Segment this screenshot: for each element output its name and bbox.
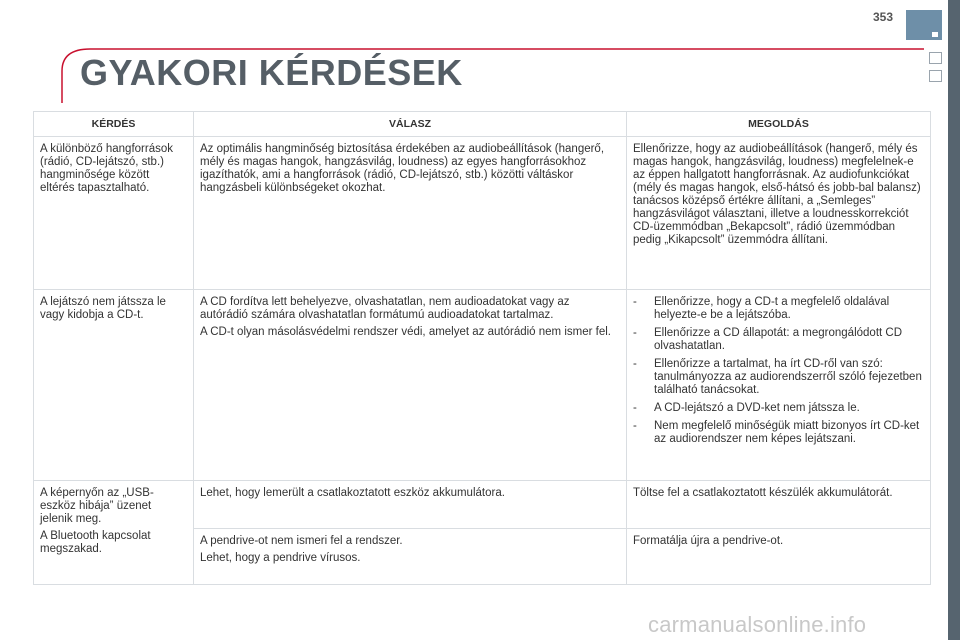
page-title: GYAKORI KÉRDÉSEK xyxy=(80,52,463,93)
list-item-text: Ellenőrizze a CD állapotát: a megrongálódott CD olvashatatlan. xyxy=(654,327,903,352)
solution-text: Ellenőrizze, hogy az audiobeállítások (hangerő, mély és magas hangok, hangzásvilág, loudness) megfelelnek-e az éppen hallgatott hangforrásnak. Az audiofunkciókat (mély és magas hangok, első-hátsó és jobb-bal balansz) tanácsos középső értékre állítani, a „Semleges” hangzásvilágot választani, illetve a loudnesskorrekciót CD-üzemmódban „Bekapcsolt”, rádió üzemmódban pedig „Kikapcsolt” üzemmódra állítani. xyxy=(633,143,921,246)
table-row xyxy=(34,137,931,290)
answer-text: A CD fordítva lett behelyezve, olvashatatlan, nem audioadatokat vagy az autórádió számára olvashatatlan formátumú audioadatokat tartalmaz. xyxy=(200,296,570,321)
chapter-tab xyxy=(906,10,942,40)
list-item-text: Nem megfelelő minőségük miatt bizonyos írt CD-ket az audiorendszer nem képes lejátszani. xyxy=(654,420,920,445)
header-question: KÉRDÉS xyxy=(34,112,194,137)
right-sidebar-bar xyxy=(948,0,960,640)
answer-cell xyxy=(194,137,627,290)
solution-cell xyxy=(627,290,931,481)
header-solution: MEGOLDÁS xyxy=(627,112,931,137)
solution-text: Töltse fel a csatlakoztatott készülék akkumulátorát. xyxy=(633,487,893,499)
side-checkbox-1 xyxy=(929,52,942,64)
question-cell xyxy=(34,481,194,585)
list-item: - Ellenőrizze a tartalmat, ha írt CD-ről van szó: tanulmányozza az audiorendszerről szóló fejezetben található tanácsokat. xyxy=(633,358,922,396)
question-text: A különböző hangforrások (rádió, CD-lejátszó, stb.) hangminősége között eltérés tapasztalható. xyxy=(40,143,173,194)
list-item-text: A CD-lejátszó a DVD-ket nem játssza le. xyxy=(654,402,860,414)
answer-cell xyxy=(194,290,627,481)
question-text: A Bluetooth kapcsolat megszakad. xyxy=(40,530,151,555)
answer-text: A CD-t olyan másolásvédelmi rendszer védi, amelyet az autórádió nem ismer fel. xyxy=(200,326,611,338)
watermark: carmanualsonline.info xyxy=(648,612,867,637)
answer-text: Lehet, hogy lemerült a csatlakoztatott eszköz akkumulátora. xyxy=(200,487,505,499)
table-row xyxy=(34,290,931,481)
solution-list xyxy=(633,296,924,446)
answer-text: Az optimális hangminőség biztosítása érdekében az audiobeállítások (hangerő, mély és magas hangok, hangzásvilág, loudness) az egyes hangforrásokhoz igazíthatók, ami a hangforrások (rádió, CD-lejátszó, stb.) közötti váltáskor hangzásbeli különbségeket okozhat. xyxy=(200,143,605,194)
answer-cell xyxy=(194,529,627,585)
list-item: - Ellenőrizze a CD állapotát: a megrongálódott CD olvashatatlan. xyxy=(633,327,903,352)
table-header-row xyxy=(34,112,931,137)
answer-text: A pendrive-ot nem ismeri fel a rendszer. xyxy=(200,535,403,547)
question-cell xyxy=(34,137,194,290)
question-text: A lejátszó nem játssza le vagy kidobja a CD-t. xyxy=(40,296,166,321)
table-row xyxy=(34,481,931,529)
question-cell xyxy=(34,290,194,481)
answer-text: Lehet, hogy a pendrive vírusos. xyxy=(200,552,361,564)
side-checkbox-2 xyxy=(929,70,942,82)
list-item-text: Ellenőrizze, hogy a CD-t a megfelelő oldalával helyezte-e be a lejátszóba. xyxy=(654,296,890,321)
tab-marker xyxy=(932,32,938,37)
solution-cell xyxy=(627,529,931,585)
solution-cell xyxy=(627,137,931,290)
solution-cell xyxy=(627,481,931,529)
list-item: - Nem megfelelő minőségük miatt bizonyos írt CD-ket az audiorendszer nem képes lejátszani. xyxy=(633,420,920,445)
question-text: A képernyőn az „USB-eszköz hibája” üzenet jelenik meg. xyxy=(40,487,154,525)
list-item: - A CD-lejátszó a DVD-ket nem játssza le. xyxy=(633,402,860,414)
header-answer: VÁLASZ xyxy=(194,112,627,137)
page-number: 353 xyxy=(872,10,893,24)
list-item-text: Ellenőrizze a tartalmat, ha írt CD-ről van szó: tanulmányozza az audiorendszerről szóló fejezetben található tanácsokat. xyxy=(654,358,922,396)
list-item: - Ellenőrizze, hogy a CD-t a megfelelő oldalával helyezte-e be a lejátszóba. xyxy=(633,296,890,321)
solution-text: Formatálja újra a pendrive-ot. xyxy=(633,535,784,547)
answer-cell xyxy=(194,481,627,529)
faq-table xyxy=(33,111,931,585)
